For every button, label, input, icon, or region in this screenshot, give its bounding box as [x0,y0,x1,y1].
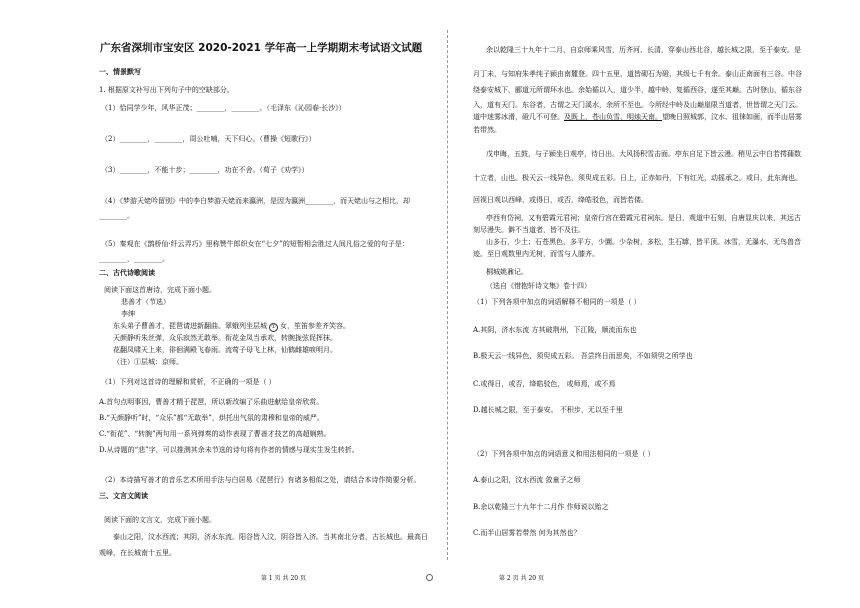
right-page [430,0,860,608]
q2-option-d: D.从诗题的“悲”字，可以推测其余未节选的诗句将有作者的情感与现实生发生转折。 [99,446,359,454]
passage-source: （选自《惜抱轩诗文集》卷十四） [486,282,591,290]
section-heading-poetry: 二、古代诗歌阅读 [99,269,155,277]
passage-line-7: 戊申晦，五鼓，与子颍坐日观亭，待日出。大风扬积雪击面。亭东自足下皆云漫。稍见云中白若摴蒱数 [486,150,801,158]
page-number-right: 第 2 页 共 20 页 [499,575,544,582]
q1-item-1: （1）恰同学少年，风华正茂；________，________。（毛泽东《沁园春·长沙》） [101,104,346,112]
passage-line-11: 刻尽漫失。僻不当道者，皆不及往。 [473,226,585,234]
passage-line-3: 绕泰安城下，郦道元所谓环水也。余始循以入，道少半，越中岭，复循西谷，遂至其巅。古时登山，循东谷 [473,86,802,94]
passage-line-10: 亭西有岱祠，又有碧霞元君祠；皇帝行宫在碧霞元君祠东。是日，观道中石刻，自唐显庆以来，其远古 [486,214,801,222]
q2-stem: （1）下列对这首诗的理解和赏析，不正确的一项是（ ） [101,378,276,386]
poem-line-2: 天颜静听朱丝弹，众乐寂然无敢举。衔花金凤当承欢，转腕拢弦促挥抹。 [113,334,337,342]
q4-option-b: B.余以乾隆三十九年十二月作 作师说以贻之 [473,503,609,511]
q3-stem: （1）下列各项中加点的词语解释不相同的一项是（ ） [473,298,641,306]
poem-author: 李绅 [121,310,135,318]
q1-intro: 1. 根据原文补写出下列句子中的空缺部分。 [99,86,234,94]
footnote-marker: ① [269,323,278,332]
classical-para-1-cont: 观峰，在长城南十五里。 [99,549,176,557]
q3-option-b: B.极天云一线异色，须臾成五彩。 吾尝终日而思矣，不如须臾之所学也 [473,352,693,360]
q1-item-4-cont: ________。 [99,212,134,220]
q2-option-b: B.“天颜静听”时，“众乐”都“无敢举”，烘托出气氛的肃穆和皇帝的威严。 [99,414,324,422]
passage-line-5 [473,113,802,122]
q3-option-a: A.其阴，济水东流 方其破荆州，下江陵，顺流而东也 [473,326,637,334]
document-title: 广东省深圳市宝安区 2020-2021 学年高一上学期期末考试语文试题 [100,42,423,54]
classical-para-1: 泰山之阳，汶水西流；其阴，济水东流。阳谷皆入汶，阴谷皆入济。当其南北分者，古长城也。最高日 [113,533,428,541]
passage-line-1: 余以乾隆三十九年十二月，自京师乘风雪，历齐河、长清，穿泰山西北谷，越长城之限，至于泰安。是 [486,46,801,54]
q4-option-a: A.泰山之阳，汶水西流 敛童子之师 [473,476,581,484]
passage-signature: 桐城姚鼐记。 [486,268,528,276]
passage-line-5c: 望晚日照城郭，汶水、徂徕如画，而半山居雾 [662,113,802,121]
passage-line-2: 月丁未，与知府朱孝纯子颍由南麓登。四十五里，道皆砌石为磴，其级七千有余。泰山正南面有三谷。中谷 [473,70,802,78]
q4-stem: （2）下列各项中加点的词语意义和用法相同的一项是（ ） [473,450,655,458]
passage-underlined: 及既上，苍山负雪，明烛天南。 [564,113,662,121]
poem-line-1b: 女，笙笛参差齐笑容。 [280,322,350,330]
q3-option-c: C.或得日，或否，绛皓驳色， 或师焉，或不焉 [473,380,616,388]
page-number-left: 第 1 页 共 20 页 [261,575,306,582]
classical-instruction: 阅读下面的文言文，完成下面小题。 [104,516,216,524]
q2-sub-2: （2）本诗描写善才的音乐艺术所用手法与白居易《琵琶行》有诸多相似之处，请结合本诗作简要分析。 [101,476,421,484]
q3-option-d: D.越长城之限，至于泰安。 不积步，无以至千里 [473,406,623,414]
poem-instruction: 阅读下面这首唐诗，完成下面小题。 [104,286,216,294]
section-heading-classical: 三、文言文阅读 [99,492,148,500]
poem-line-1a: 东头弟子曹善才，琵琶请进新翻曲。翠蛾列坐层城 [113,322,267,330]
q1-item-5: （5）秦观在《鹊桥仙·纤云弄巧》里称赞牛郎织女在“七夕”的短暂相会胜过人间凡俗之爱的句子是： [101,240,409,248]
q2-option-a: A.首句点明事因，曹善才精于琵琶，所以新改编了乐曲进献给皇帝欣赏。 [99,398,324,406]
section-heading-dictation: 一、情景默写 [99,68,141,76]
poem-line-1 [113,322,350,332]
q1-item-3: （3）________，不能十步；________，功在不舍。（荀子《劝学》） [101,166,309,174]
q4-option-c: C.而半山居雾若带然 何为其然也？ [473,529,581,537]
q2-option-c: C.“衔花”、“转腕”两句用一系列弹奏的动作表现了曹善才技艺的高超娴熟。 [99,430,331,438]
passage-line-12: 山多石，少土；石苍黑色，多平方，少圜。少杂树，多松，生石罅，皆平顶。冰雪，无瀑水，无鸟兽音 [486,238,801,246]
passage-line-13: 迹。至日观数里内无树，而雪与人膝齐。 [473,250,599,258]
passage-line-5a: 道中迷雾冰滑，磴几不可登。 [473,113,564,121]
poem-title: 悲善才（节选） [121,298,170,306]
q1-item-4: （4）《梦游天姥吟留别》中的李白梦游天姥而来瀛洲，是因为瀛洲________，而天姥山与之相比，却 [101,197,410,205]
q1-item-5-cont: ________，________。 [99,255,169,263]
passage-line-6: 若带然。 [473,126,501,134]
poem-note: （注）①层城：京师。 [113,358,183,366]
passage-line-4: 入，道有天门。东谷者，古谓之天门溪水，余所不至也。今所经中岭及山巅崖限当道者，世皆谓之天门云。 [473,101,802,109]
passage-line-8: 十立者，山也。极天云一线异色，须臾成五彩。日上，正赤如丹，下有红光，动摇承之。或曰，此东海也。 [473,174,802,182]
passage-line-9: 回视日观以西峰，或得日，或否，绛皓驳色，而皆若偻。 [473,196,648,204]
poem-line-3: 花翻凤啸天上来，徘徊满殿飞春雨。流莺子母飞上林，仙鹤雌雄唳明月。 [113,346,337,354]
q1-item-2: （2）________，________，周公吐哺，天下归心。（曹操《短歌行》） [101,135,316,143]
